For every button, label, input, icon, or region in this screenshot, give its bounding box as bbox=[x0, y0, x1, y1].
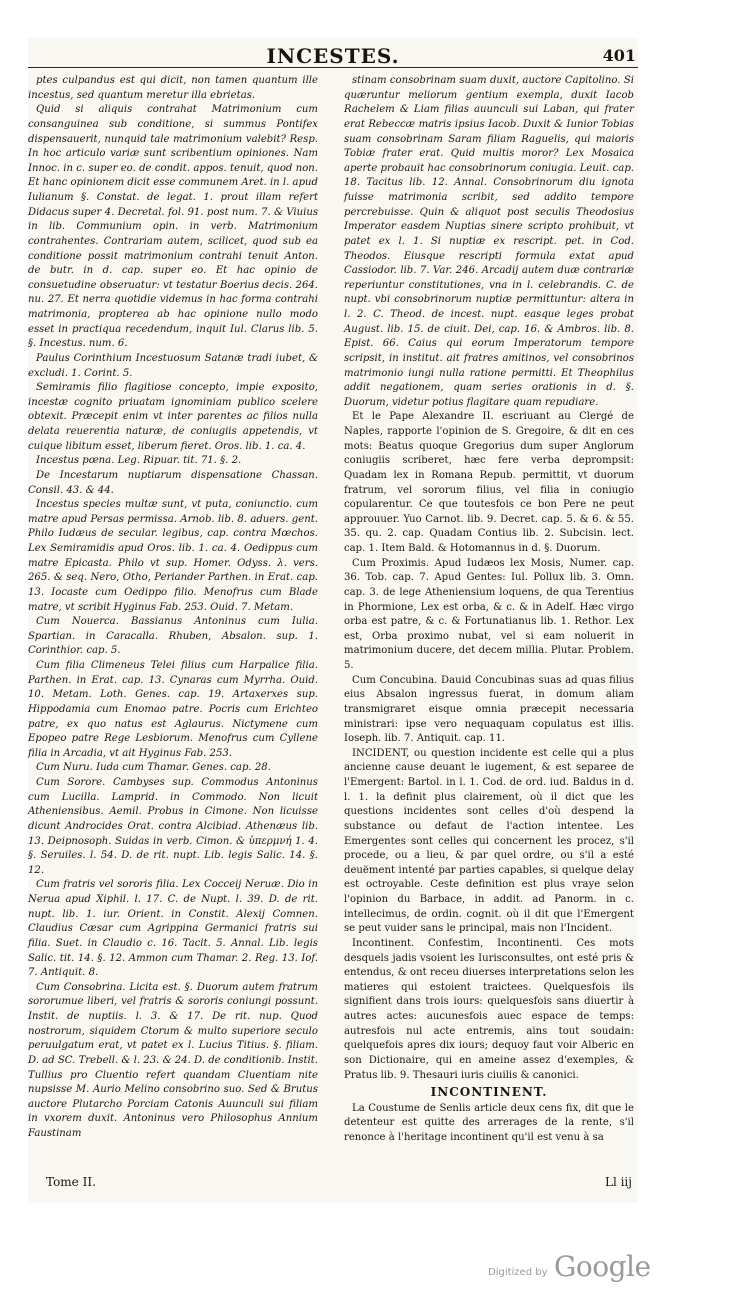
volume-label: Tome II. bbox=[46, 1175, 96, 1189]
right-paragraph: Cum Proximis. Apud Iudæos lex Mosis, Numer. cap. 36. Tob. cap. 7. Apud Gentes: Iul. Pollux lib. 3. Omn. cap. 3. de lege Atheniensium loquens, de qua Terentius in Phormione, Lex est orba, & c. & in Adelf. Hæc virgo orba est patre, & c. & Fortunatianus lib. 1. Rethor. Lex est, Orba proximo nubat, vel si eam noluerit in matrimonium ducere, det decem millia. Plutar. Problem. 5. bbox=[344, 557, 634, 671]
page-footer bbox=[28, 1175, 638, 1199]
page-header bbox=[28, 38, 638, 68]
header-rule bbox=[28, 67, 638, 68]
left-paragraph: Cum Nuru. Iuda cum Thamar. Genes. cap. 28. bbox=[36, 762, 271, 774]
left-paragraph: Cum Sorore. Cambyses sup. Commodus Antoninus cum Lucilla. Lamprid. in Commodo. Non licuit Atheniensibus. Aemil. Probus in Cimone. Non licuisse dicunt Androcides Orat. contra Alcibiad. Athenæus lib. 13. Deipnosoph. Suidas in verb. Cimon. & ὑπερμνή 1. 4. §. Seruiles. l. 54. D. de rit. nupt. Lib. legis Salic. 14. §. 12. bbox=[28, 777, 318, 876]
book-page bbox=[28, 38, 638, 1203]
running-head: INCESTES. bbox=[266, 44, 400, 68]
left-paragraph: Incestus species multæ sunt, vt puta, coniunctio. cum matre apud Persas permissa. Arnob. lib. 8. aduers. gent. Philo Iudæus de secular. legibus, cap. contra Mœchos. Lex Semiramidis apud Oros. lib. 1. ca. 4. Oedippus cum matre Epicasta. Philo vt sup. Homer. Odyss. λ. vers. 265. & seq. Nero, Otho, Periander Parthen. in Erat. cap. 13. Iocaste cum Oedippo filio. Menofrus cum Blade matre, vt scribit Hyginus Fab. 253. Ouid. 7. Metam. bbox=[28, 499, 318, 613]
right-column bbox=[344, 74, 634, 1146]
right-paragraph: INCIDENT, ou question incidente est celle qui a plus ancienne cause deuant le iugement, & est separee de l'Emergent: Bartol. in l. 1. Cod. de ord. iud. Baldus in d. l. 1. la definit plus clairement, où il dict que les questions incidentes sont celles d'où despend la substance ou defaut de l'action intentee. Les Emergentes sont celles qui concernent les procez, s'il procede, ou a lieu, & par quel ordre, ou s'il a esté deuëment intenté par parties capables, si quelque delay est octroyable. Ceste definition est plus vraye selon l'opinion du Barbace, in addit. ad Panorm. in c. intellecimus, de ordin. cognit. où il dit que l'Emergent se peut vuider sans le principal, mais non l'Incident. bbox=[344, 747, 634, 935]
left-paragraph: Semiramis filio flagitiose concepto, impie exposito, incestæ cognito priuatam ignominiam publico scelere obtexit. Præcepit enim vt inter parentes ac filios nulla delata reuerentia naturæ, de coniugiis appetendis, vt cuique libitum esset, liberum fieret. Oros. lib. 1. ca. 4. bbox=[28, 382, 318, 452]
page-number: 401 bbox=[602, 46, 636, 65]
left-paragraph: ptes culpandus est qui dicit, non tamen quantum ille incestus, sed quantum meretur illa ebrietas. bbox=[28, 75, 318, 101]
left-paragraph: De Incestarum nuptiarum dispensatione Chassan. Consil. 43. & 44. bbox=[28, 469, 318, 496]
right-paragraph: Et le Pape Alexandre II. escriuant au Clergé de Naples, rapporte l'opinion de S. Gregoire, & dit en ces mots: Beatus quoque Gregorius dum super Anglorum coniugiis scriberet, hæc fere verba deprompsit: Quadam lex in Romana Repub. permittit, vt duorum fratrum, vel sororum filius, vel filia in coniugio copularentur. Ce que toutesfois ce bon Pere ne peut approuuer. Yuo Carnot. lib. 9. Decret. cap. 5. & 6. & 55. 35. qu. 2. cap. Quadam Contius lib. 2. Subcisin. lect. cap. 1. Item Bald. & Hotomannus in d. §. Duorum. bbox=[344, 411, 634, 554]
digitized-by-google-watermark bbox=[488, 1250, 651, 1286]
left-paragraph: Cum Nouerca. Bassianus Antoninus cum Iulia. Spartian. in Caracalla. Rhuben, Absalon. sup. 1. Corinthior. cap. 5. bbox=[28, 616, 318, 657]
right-paragraph: stinam consobrinam suam duxit, auctore Capitolino. Si quæruntur meliorum gentium exempla, duxit Iacob Rachelem & Liam filias auunculi sui Laban, qui frater erat Rebeccæ matris ipsius Iacob. Duxit & Iunior Tobias suam consobrinam Saram filiam Raguelis, qui maioris Tobiæ frater erat. Quid multis moror? Lex Mosaica aperte probauit hac consobrinorum coniugia. Leuit. cap. 18. Tacitus lib. 12. Annal. Consobrinorum diu ignota fuisse matrimonia scribit, sed addito tempore percrebuisse. Quin & aliquot post seculis Theodosius Imperator easdem Nuptias sinere scripto prohibuit, vt patet ex l. 1. Si nuptiæ ex rescript. pet. in Cod. Theodos. Eiusque rescripti formula extat apud Cassiodor. lib. 7. Var. 246. Arcadij autem duæ contrariæ reperiuntur constitutiones, vna in l. celebrandis. C. de nupt. vbi consobrinorum nuptiæ permittuntur: altera in l. 2. C. Theod. de incest. nupt. easque leges probat August. lib. 15. de ciuit. Dei, cap. 16. & Ambros. lib. 8. Epist. 66. Caius qui eorum Imperatorum tempore scripsit, in institut. ait fratres amitinos, vel consobrinos matrimonio iungi nulla ratione permitti. Et Theophilus addit negationem, quam series orationis in d. §. Duorum, videtur potius flagitare quam repudiare. bbox=[344, 75, 634, 408]
right-paragraph: La Coustume de Senlis article deux cens fix, dit que le detenteur est quitte des arrerages de la rente, s'il renonce à l'heritage incontinent qu'il est venu à sa bbox=[344, 1102, 634, 1143]
left-column bbox=[28, 74, 318, 1142]
left-paragraph: Cum filia Climeneus Telei filius cum Harpalice filia. Parthen. in Erat. cap. 13. Cynaras cum Myrrha. Ouid. 10. Metam. Loth. Genes. cap. 19. Artaxerxes sup. Hippodamia cum Enomao patre. Pocris cum Erichteo patre, ex quo natus est Aglaurus. Nictymene cum Epopeo patre Rege Lesbiorum. Menofrus cum Cyllene filia in Arcadia, vt ait Hyginus Fab. 253. bbox=[28, 660, 318, 759]
right-paragraph: Incontinent. Confestim, Incontinenti. Ces mots desquels jadis vsoient les Iurisconsultes, ont esté pris & entendus, & ont receu diuerses interpretations selon les matieres qui estoient traictees. Quelquesfois ils signifient dans trois iours: quelquesfois sans diuertir à autres actes: aucunesfois auec espace de temps: autresfois nul acte entremis, ains tout soudain: quelquefois apres dix iours; dequoy faut voir Alberic en son Dictionaire, qui en ameine assez d'exemples, & Pratus lib. 9. Thesauri iuris ciuilis & canonici. bbox=[344, 937, 634, 1081]
watermark-prefix: Digitized by bbox=[488, 1267, 548, 1278]
left-paragraph: Paulus Corinthium Incestuosum Satanæ tradi iubet, & excludi. 1. Corint. 5. bbox=[28, 352, 318, 379]
left-paragraph: Cum fratris vel sororis filia. Lex Cocceij Neruæ. Dio in Nerua apud Xiphil. l. 17. C. de Nupt. l. 39. D. de rit. nupt. lib. 1. iur. Orient. in Constit. Alexij Comnen. Claudius Cæsar cum Agrippina Germanici fratris sui filia. Suet. in Claudio c. 16. Tacit. 5. Annal. Lib. legis Salic. tit. 14. §. 12. Ammon cum Thamar. 2. Reg. 13. Iof. 7. Antiquit. 8. bbox=[28, 879, 318, 979]
left-paragraph: Quid si aliquis contrahat Matrimonium cum consanguinea sub conditione, si summus Pontifex dispensauerit, nunquid tale matrimonium valebit? Resp. In hoc articulo variæ sunt scribentium opiniones. Nam Innoc. in c. super eo. de condit. appos. tenuit, quod non. Et hanc opinionem dicit esse communem Aret. in l. apud Iulianum §. Constat. de legat. 1. prout illam refert Didacus super 4. Decretal. fol. 91. post num. 7. & Viuius in lib. Communium opin. in verb. Matrimonium contrahentes. Contrariam autem, scilicet, quod sub ea conditione possit matrimonium contrahi tenuit Anton. de butr. in d. cap. super eo. Et hac opinio de consuetudine obseruatur: vt testatur Boerius decis. 264. nu. 27. Et nerra quotidie videmus in hac forma contrahi matrimonia, propterea ab hac opinione nullo modo esset in practiqua recedendum, inquit Iul. Clarus lib. 5. §. Incestus. num. 6. bbox=[28, 104, 318, 350]
section-heading: INCONTINENT. bbox=[430, 1085, 548, 1100]
left-paragraph: Cum Consobrina. Licita est. §. Duorum autem fratrum sororumue liberi, vel fratris & sororis coniungi possunt. Instit. de nuptiis. l. 3. & 17. De rit. nup. Quod nostrorum, siquidem Ctorum & multo superiore seculo peruulgatum erat, vt patet ex l. Lucius Titius. §. filiam. D. ad SC. Trebell. & l. 23. & 24. D. de conditionib. Instit. Tullius pro Cluentio refert quandam Cluentiam nite nupsisse M. Aurio Melino consobrino suo. Sed & Brutus auctore Plutarcho Porciam Catonis Auunculi sui filiam in vxorem duxit. Antoninus vero Philosophus Annium Faustinam bbox=[28, 981, 318, 1139]
left-paragraph: Incestus pœna. Leg. Ripuar. tit. 71. §. 2. bbox=[36, 455, 242, 467]
signature-mark: Ll iij bbox=[604, 1175, 632, 1189]
right-paragraph: Cum Concubina. Dauid Concubinas suas ad quas filius eius Absalon ingressus fuerat, in domum aliam transmigraret eisque omnia præcepit necessaria ministrari: ipse vero nequaquam copulatus est illis. Ioseph. lib. 7. Antiquit. cap. 11. bbox=[344, 674, 634, 745]
google-logo: Google bbox=[554, 1250, 651, 1283]
